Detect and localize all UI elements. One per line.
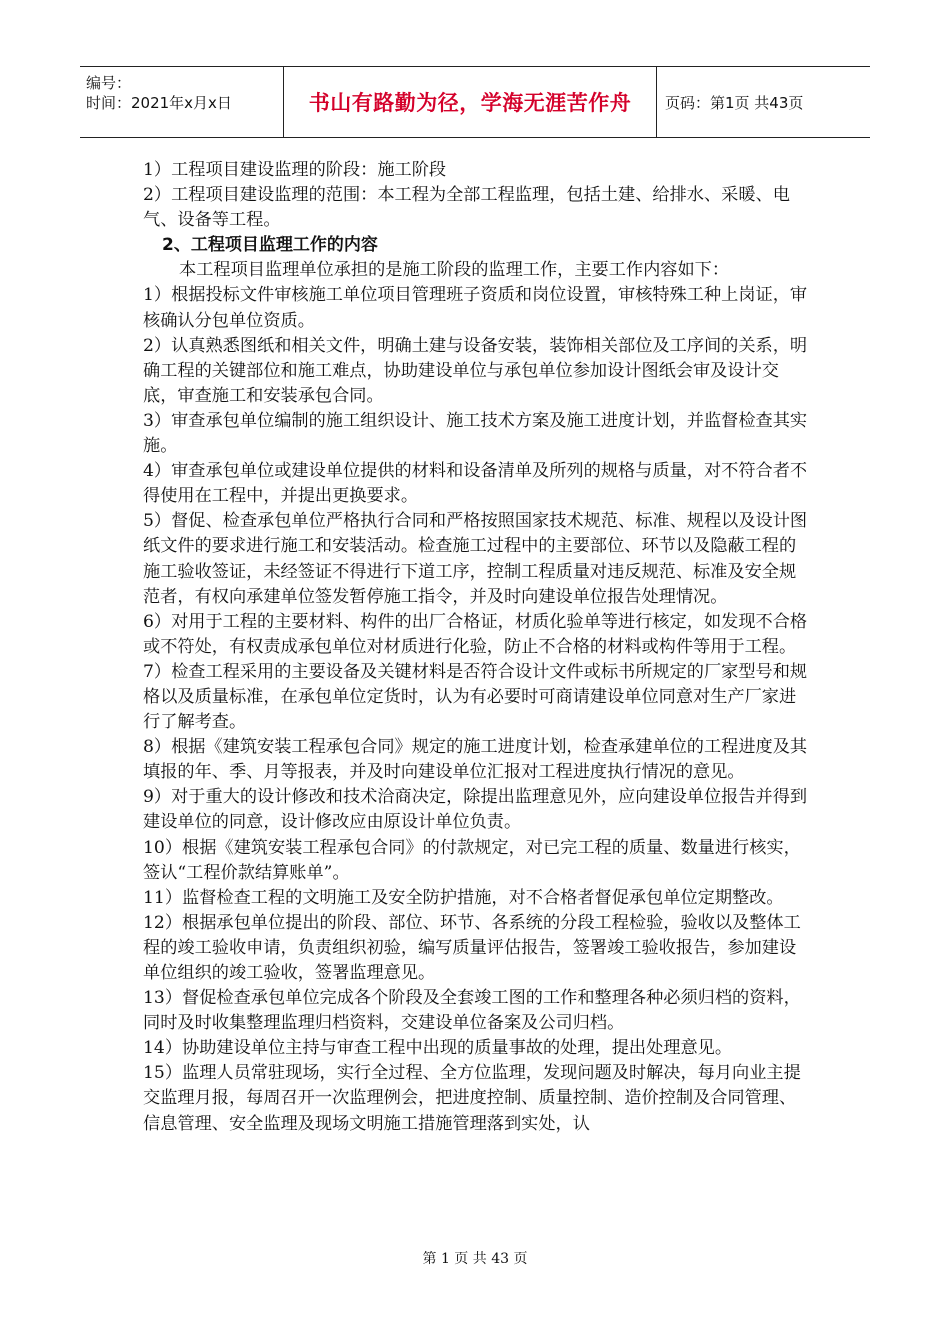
paragraph: 15）监理人员常驻现场，实行全过程、全方位监理，发现问题及时解决，每月向业主提交监理月报，每周召开一次监理例会，把进度控制、质量控制、造价控制及合同管理、信息管理、安全监理及现场文明施工措施管理落到实处，认 — [143, 1063, 801, 1134]
paragraph: 13）督促检查承包单位完成各个阶段及全套竣工图的工作和整理各种必须归档的资料，同时及时收集整理监理归档资料，交建设单位备案及公司归档。 — [143, 988, 801, 1034]
paragraph: 5）督促、检查承包单位严格执行合同和严格按照国家技术规范、标准、规程以及设计图纸文件的要求进行施工和安装活动。检查施工过程中的主要部位、环节以及隐蔽工程的施工验收签证，未经签证不得进行下道工序，控制工程质量对违反规范、标准及安全规范者，有权向承建单位签发暂停施工指令，并及时向建设单位报告处理情况。 — [143, 511, 808, 607]
paragraph: 12）根据承包单位提出的阶段、部位、环节、各系统的分段工程检验，验收以及整体工程的竣工验收申请，负责组织初验，编写质量评估报告，签署竣工验收报告，参加建设单位组织的竣工验收，签署监理意见。 — [143, 912, 801, 983]
paragraph: 2）认真熟悉图纸和相关文件，明确土建与设备安装，装饰相关部位及工序间的关系，明确工程的关键部位和施工难点，协助建设单位与承包单位参加设计图纸会审及设计交底，审查施工和安装承包合同。 — [143, 335, 808, 406]
paragraph: 2）工程项目建设监理的范围：本工程为全部工程监理，包括土建、给排水、采暖、电气、设备等工程。 — [143, 185, 790, 231]
paragraph: 1）根据投标文件审核施工单位项目管理班子资质和岗位设置，审核特殊工种上岗证，审核确认分包单位资质。 — [143, 285, 808, 331]
paragraph: 11）监督检查工程的文明施工及安全防护措施，对不合格者督促承包单位定期整改。 — [143, 887, 784, 908]
header-motto: 书山有路勤为径，学海无涯苦作舟 — [283, 67, 657, 137]
header-meta — [80, 67, 283, 137]
paragraph: 本工程项目监理单位承担的是施工阶段的监理工作，主要工作内容如下： — [179, 260, 730, 281]
header-page-info: 页码：第1页 共43页 — [665, 93, 804, 112]
page-footer: 第 1 页 共 43 页 — [422, 1251, 528, 1267]
paragraph: 14）协助建设单位主持与审查工程中出现的质量事故的处理，提出处理意见。 — [143, 1038, 733, 1059]
paragraph: 10）根据《建筑安装工程承包合同》的付款规定，对已完工程的质量、数量进行核实，签认“工程价款结算账单”。 — [143, 837, 801, 883]
paragraph: 4）审查承包单位或建设单位提供的材料和设备清单及所列的规格与质量，对不符合者不得使用在工程中，并提出更换要求。 — [143, 461, 808, 507]
document-code: 编号： — [86, 74, 132, 92]
paragraph: 9）对于重大的设计修改和技术洽商决定，除提出监理意见外，应向建设单位报告并得到建设单位的同意，设计修改应由原设计单位负责。 — [143, 787, 808, 833]
paragraph: 6）对用于工程的主要材料、构件的出厂合格证，材质化验单等进行核定，如发现不合格或不符处，有权责成承包单位对材质进行化验，防止不合格的材料或构件等用于工程。 — [143, 611, 808, 657]
document-body — [143, 158, 811, 1137]
paragraph: 1）工程项目建设监理的阶段：施工阶段 — [143, 160, 447, 180]
paragraph: 7）检查工程采用的主要设备及关键材料是否符合设计文件或标书所规定的厂家型号和规格以及质量标准，在承包单位定货时，认为有必要时可商请建设单位同意对生产厂家进行了解考查。 — [143, 661, 808, 733]
section-heading: 2、工程项目监理工作的内容 — [162, 235, 378, 256]
page-header — [80, 66, 870, 138]
paragraph: 3）审查承包单位编制的施工组织设计、施工技术方案及施工进度计划，并监督检查其实施。 — [143, 410, 808, 457]
document-time: 时间：2021年x月x日 — [86, 94, 232, 112]
paragraph: 8）根据《建筑安装工程承包合同》规定的施工进度计划，检查承建单位的工程进度及其填报的年、季、月等报表，并及时向建设单位汇报对工程进度执行情况的意见。 — [143, 737, 808, 783]
